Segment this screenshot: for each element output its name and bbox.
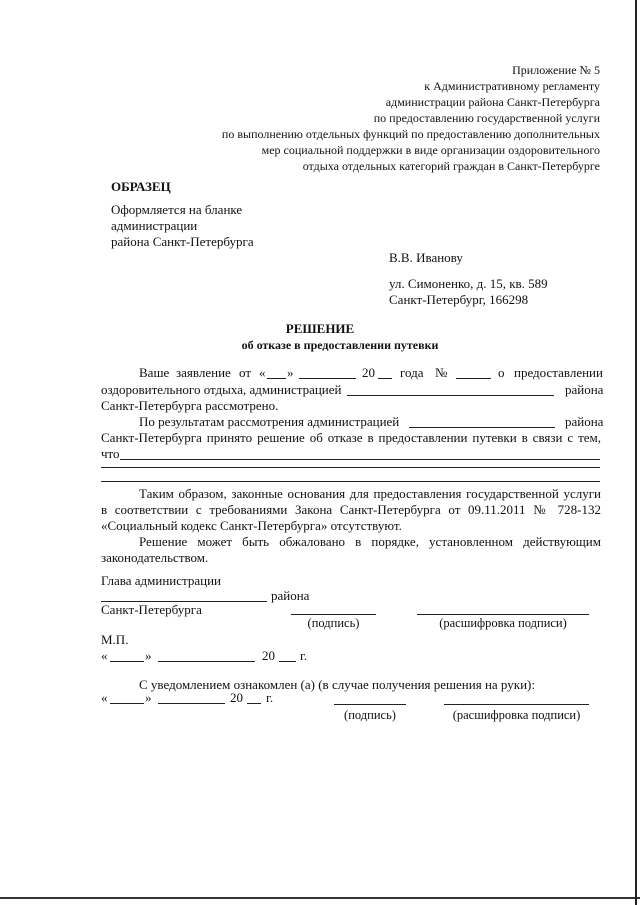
admin-blank-2	[409, 427, 555, 428]
p4-line1: Решение может быть обжаловано в порядке, установленном действующим	[139, 534, 601, 549]
addressee-city: Санкт-Петербург, 166298	[389, 292, 529, 307]
date-year-suffix: г.	[300, 648, 308, 663]
admin-blank	[347, 395, 554, 396]
date-close: »	[145, 648, 152, 663]
p1-word: заявление	[176, 365, 231, 380]
addressee-street: ул. Симоненко, д. 15, кв. 589	[389, 276, 548, 291]
p1-word: о	[498, 365, 505, 380]
document-title: РЕШЕНИЕ	[285, 321, 355, 336]
decoding-line	[417, 614, 589, 615]
p1-line3: Санкт-Петербурга рассмотрено.	[101, 398, 279, 413]
blank-note-line: Оформляется на бланке	[111, 202, 243, 217]
signature-line	[291, 614, 376, 615]
p3-line3: «Социальный кодекс Санкт-Петербурга» отсутствуют.	[101, 518, 402, 533]
bottom-edge-rule	[0, 897, 640, 899]
day-blank	[267, 378, 286, 379]
p2-line3: что	[101, 446, 120, 461]
p1-word: 20	[362, 365, 375, 380]
blank-note-line: администрации	[111, 218, 198, 233]
header-line: администрации района Санкт-Петербурга	[385, 95, 600, 109]
p3-line2: в соответствии с требованиями Закона Санкт-Петербурга от 09.11.2011 № 728-132	[101, 502, 601, 517]
city-label: Санкт-Петербурга	[101, 602, 202, 617]
ack-date-year: 20	[230, 690, 243, 705]
right-edge-rule	[635, 0, 637, 905]
month-blank	[299, 378, 356, 379]
signature-caption: (подпись)	[307, 616, 360, 630]
blank-note-line: района Санкт-Петербурга	[111, 234, 254, 249]
p1-word: «	[259, 365, 266, 380]
addressee-name: В.В. Иванову	[389, 250, 463, 265]
p1-line2-b: района	[565, 382, 604, 397]
reason-blank	[101, 467, 600, 468]
date-month-blank	[158, 661, 255, 662]
p3-line1: Таким образом, законные основания для предоставления государственной услуги	[139, 486, 601, 501]
ack-date-year-blank	[247, 703, 261, 704]
head-title: Глава администрации	[101, 573, 222, 588]
number-blank	[456, 378, 491, 379]
p1-word: года	[400, 365, 424, 380]
decoding-caption: (расшифровка подписи)	[439, 616, 567, 630]
p2-line2: Санкт-Петербурга принято решение об отказе в предоставлении путевки в связи с тем,	[101, 430, 601, 445]
ack-decoding-line	[444, 704, 589, 705]
date-open: «	[101, 648, 108, 663]
acknowledgement-text: С уведомлением ознакомлен (а) (в случае получения решения на руки):	[139, 677, 535, 692]
ack-decoding-caption: (расшифровка подписи)	[452, 708, 581, 722]
header-line: по предоставлению государственной услуги	[373, 111, 600, 125]
header-line: по выполнению отдельных функций по предоставлению дополнительных	[221, 127, 600, 141]
p1-word: предоставлении	[514, 365, 603, 380]
date-year-blank	[279, 661, 296, 662]
document-subtitle: об отказе в предоставлении путевки	[241, 338, 439, 352]
p1-word: №	[435, 365, 448, 380]
header-line: к Административному регламенту	[424, 79, 600, 93]
ack-signature-caption: (подпись)	[344, 708, 396, 722]
reason-blank	[101, 481, 600, 482]
ack-signature-line	[334, 704, 406, 705]
stamp-label: М.П.	[101, 632, 129, 647]
p2-line1-a: По результатам рассмотрения администрацией	[139, 414, 400, 429]
year-blank	[378, 378, 392, 379]
date-day-blank	[110, 661, 144, 662]
header-line: мер социальной поддержки в виде организации оздоровительного	[261, 143, 600, 157]
p4-line2: законодательством.	[101, 550, 209, 565]
ack-date-year-suffix: г.	[266, 690, 274, 705]
ack-date-open: «	[101, 690, 108, 705]
p2-line1-b: района	[565, 414, 604, 429]
ack-date-day-blank	[110, 703, 144, 704]
header-line: отдыха отдельных категорий граждан в Санкт-Петербурге	[302, 159, 600, 173]
date-year: 20	[262, 648, 275, 663]
p1-word: от	[239, 365, 252, 380]
ack-date-close: »	[145, 690, 152, 705]
p1-word: Ваше	[139, 365, 170, 380]
header-line: Приложение № 5	[512, 63, 600, 77]
reason-blank	[120, 459, 600, 460]
p1-word: »	[287, 365, 294, 380]
sample-label: ОБРАЗЕЦ	[111, 179, 171, 194]
ack-date-month-blank	[158, 703, 225, 704]
district-label: района	[271, 588, 310, 603]
p1-line2-a: оздоровительного отдыха, администрацией	[101, 382, 342, 397]
